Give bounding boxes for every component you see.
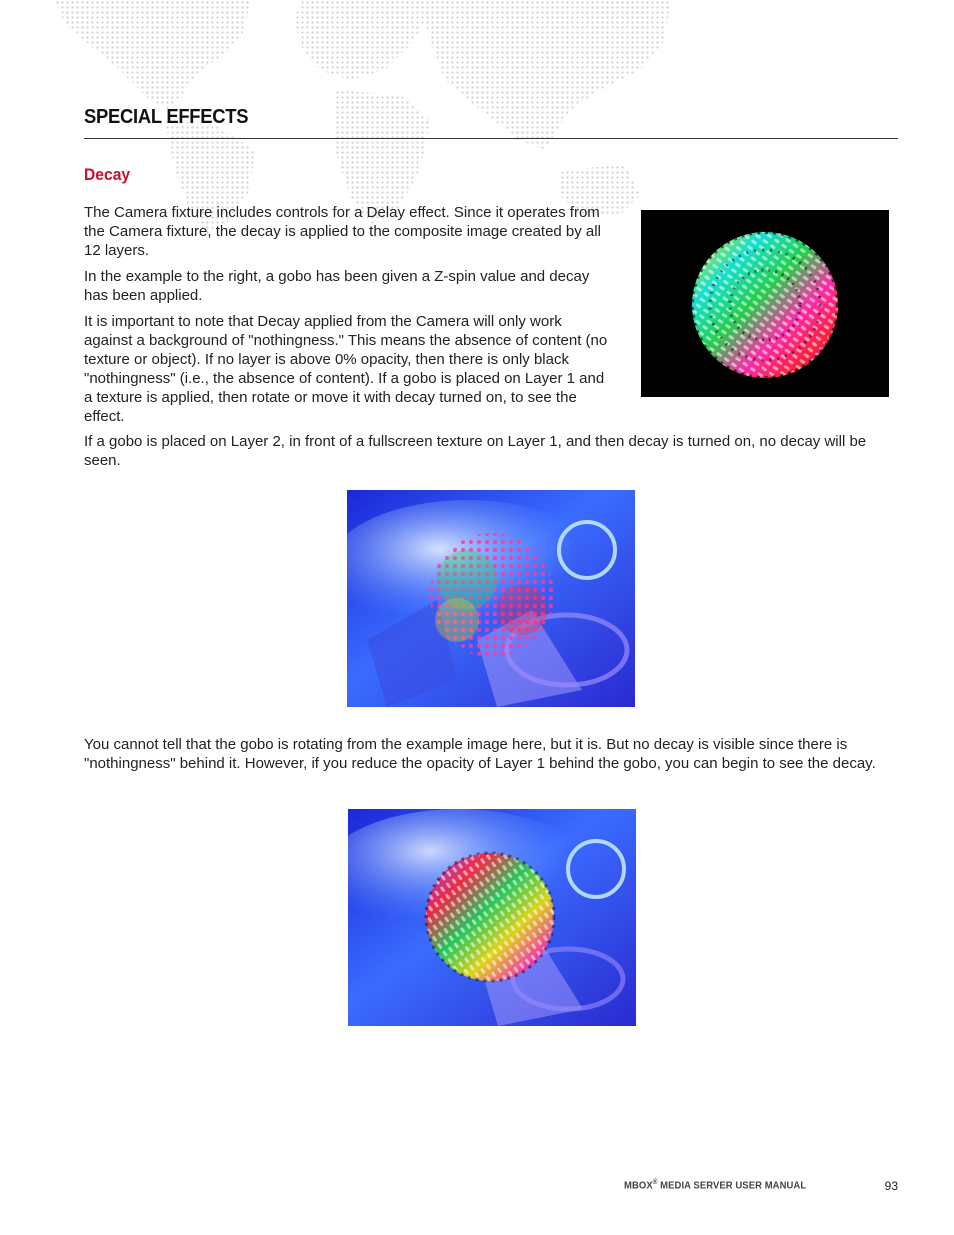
footer-manual-name: MEDIA SERVER USER MANUAL [657, 1179, 807, 1192]
footer-registered-mark: ® [652, 1179, 658, 1186]
footer-brand: MBOX [624, 1179, 653, 1192]
figure-gobo-reduced-opacity-decay [348, 809, 636, 1026]
page-number: 93 [884, 1179, 898, 1193]
section-title: SPECIAL EFFECTS [84, 106, 249, 128]
footer-manual-title [624, 1179, 806, 1192]
paragraph-camera-fixture: The Camera fixture includes controls for a Delay effect. Since it operates from the Camera fixture, the decay is applied to the composite image created by all 12 layers. [84, 204, 601, 259]
paragraph-no-decay: You cannot tell that the gobo is rotating from the example image here, but it is. But no decay is visible since there is "nothingness" behind it. However, if you reduce the opacity of Layer 1 behind the gobo, you can begin to see the decay. [84, 736, 876, 772]
paragraph-layer2: If a gobo is placed on Layer 2, in front of a fullscreen texture on Layer 1, and then decay is turned on, no decay will be seen. [84, 433, 867, 469]
figure-gobo-decay-black [641, 210, 889, 397]
paragraph-example: In the example to the right, a gobo has been given a Z-spin value and decay has been applied. [84, 268, 590, 304]
title-divider [84, 138, 898, 139]
paragraph-important-note: It is important to note that Decay applied from the Camera will only work against a background of "nothingness." This means the absence of content (no texture or object). If no layer is above 0% opacity, then there is only black "nothingness" (i.e., the absence of content). If a gobo is placed on Layer 1 and a texture is applied, then rotate or move it with decay turned on, to see the effect. [84, 313, 608, 425]
figure-gobo-on-texture-no-decay [347, 490, 635, 707]
subsection-title-decay: Decay [84, 165, 131, 184]
